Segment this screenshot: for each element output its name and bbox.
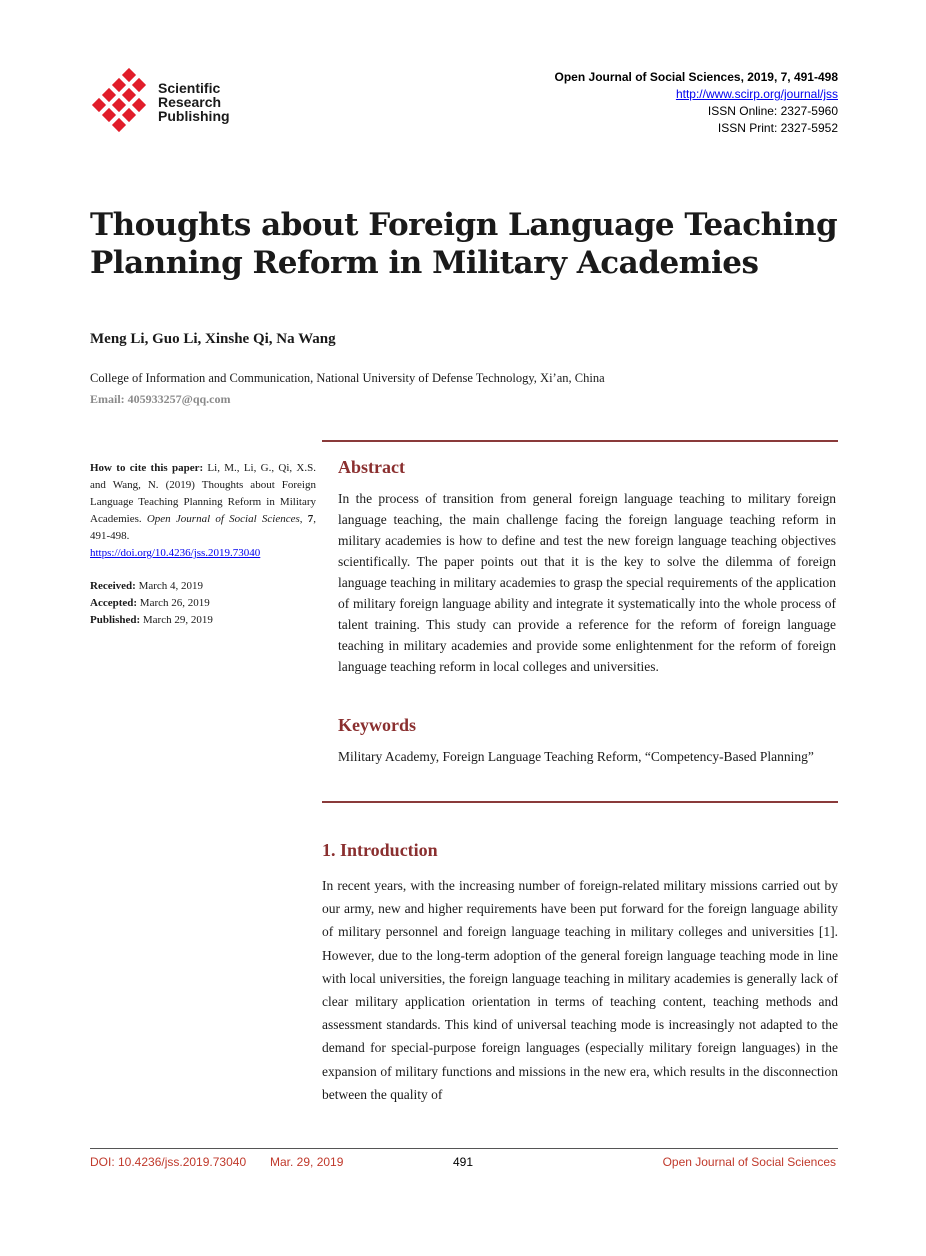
citation-comma: , [299,513,308,525]
abstract-bottom-rule [322,801,838,803]
publisher-logo-mark [90,68,154,136]
abstract-heading: Abstract [338,457,405,477]
introduction-heading: 1. Introduction [322,840,438,860]
footer-page-number: 491 [453,1155,474,1169]
introduction-text: In recent years, with the increasing number of foreign-related military missions carried out by our army, new and higher requirements have been put forward for the foreign language ability of military personnel and foreign language teaching in military colleges and universities [1]. However, due to the long-term adoption of the general foreign language teaching mode in line with local universities, the foreign language teaching in military academies is generally lack of clear military application orientation in terms of teaching content, teaching methods and assessment standards. This kind of universal teaching mode is increasingly not adapted to the demand for special-purpose foreign languages (especially military foreign languages) in the expansion of military functions and missions in the new era, which results in the disconnection between the quality of [322,878,838,1102]
paper-title-line2: Planning Reform in Military Academies [90,245,759,281]
paper-authors: Meng Li, Guo Li, Xinshe Qi, Na Wang [90,331,336,347]
received-label: Received: [90,580,136,592]
publisher-name-line2: Research [158,94,222,110]
journal-header [555,69,838,137]
citation-doi-link[interactable]: https://doi.org/10.4236/jss.2019.73040 [90,547,261,559]
publisher-name-line1: Scientific [158,80,221,96]
issn-print: ISSN Print: 2327-5952 [717,121,838,135]
accepted-label: Accepted: [90,597,138,609]
citation-text: Li, M., Li, G., Qi, X.S. and Wang, N. (2019) Thoughts about Foreign Language Teaching Planning Reform in Military Academies. [90,462,316,525]
accepted-date: March 26, 2019 [137,597,210,609]
footer-doi: DOI: 10.4236/jss.2019.73040 [90,1155,247,1169]
keywords-heading: Keywords [338,715,416,735]
citation-journal: Open Journal of Social Sciences [146,513,300,525]
abstract-top-rule [322,440,838,442]
paper-affiliation: College of Information and Communication, National University of Defense Technology, Xi’an, China [90,371,605,385]
publisher-name-line3: Publishing [158,108,230,124]
journal-url-link[interactable]: http://www.scirp.org/journal/jss [675,87,838,101]
citation-label: How to cite this paper: [90,462,204,474]
citation-volume: 7 [307,513,314,525]
issn-online: ISSN Online: 2327-5960 [707,104,838,118]
footer-rule [90,1148,838,1149]
journal-citation-line: Open Journal of Social Sciences, 2019, 7, 491-498 [554,70,838,84]
publisher-logo [90,68,250,136]
citation-pages: , 491-498. [90,513,316,542]
footer-journal: Open Journal of Social Sciences [662,1155,836,1169]
published-date: March 29, 2019 [140,614,213,626]
contact-email: Email: 405933257@qq.com [90,392,231,406]
paper-title-line1: Thoughts about Foreign Language Teaching [90,207,838,243]
published-label: Published: [90,614,141,626]
footer-date: Mar. 29, 2019 [270,1155,344,1169]
publisher-name [158,81,230,123]
paper-title [90,206,850,282]
keywords-text: Military Academy, Foreign Language Teaching Reform, “Competency-Based Planning” [338,749,814,764]
received-date: March 4, 2019 [135,580,204,592]
citation-block [90,460,316,562]
abstract-text: In the process of transition from general foreign language teaching to military foreign language teaching, the main challenge facing the foreign language teaching reform in military academies is how to define and test the new foreign language teaching objectives scientifically. The paper points out that it is the key to solve the dilemma of foreign language teaching in military academies to grasp the special requirements of the application of military foreign language ability and integrate it systematically into the whole process of talent training. This study can provide a reference for the reform of foreign language teaching in military academies and provide some enlightenment for the reform of foreign language teaching reform in local colleges and universities. [338,491,836,674]
publication-dates [90,578,213,629]
